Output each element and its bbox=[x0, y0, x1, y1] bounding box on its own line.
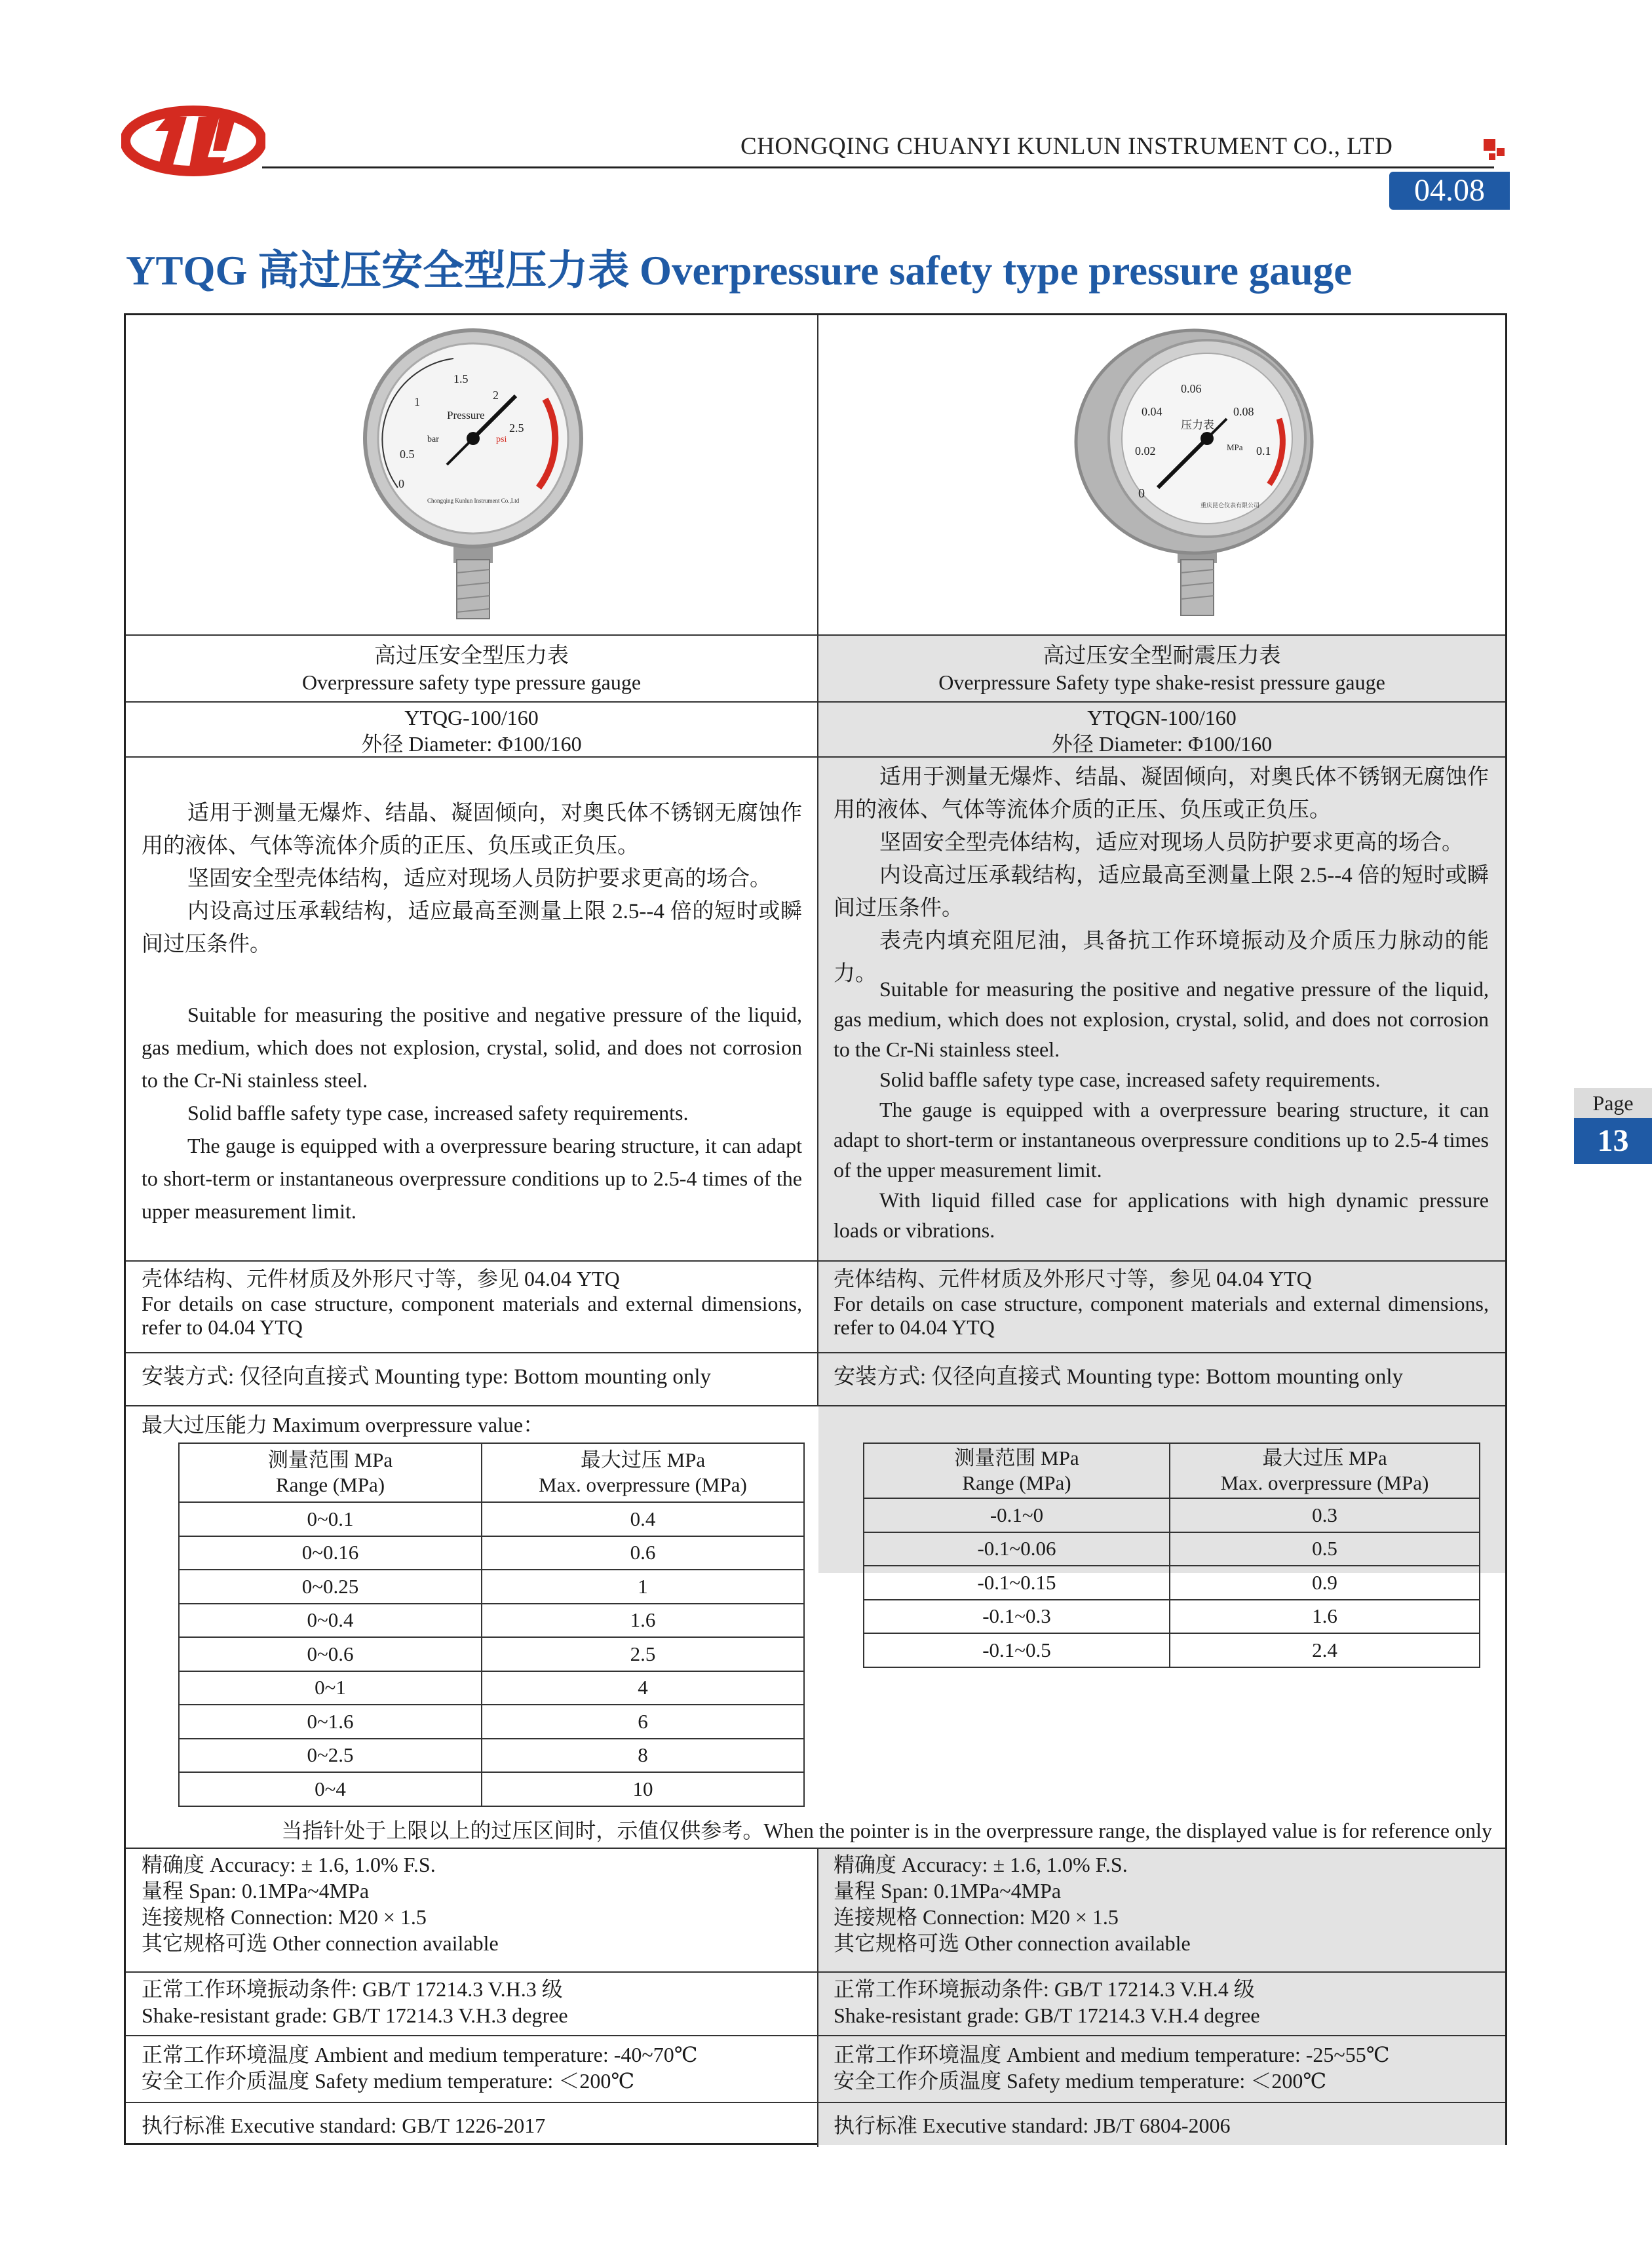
temperature-block bbox=[142, 2042, 802, 2094]
executive-standard: 执行标准 Executive standard: JB/T 6804-2006 bbox=[834, 2114, 1231, 2137]
gauge-unit-label: MPa bbox=[1227, 442, 1243, 452]
product-name-cn: 高过压安全型耐震压力表 bbox=[1043, 644, 1281, 668]
description-paragraph: 适用于测量无爆炸、结晶、凝固倾向，对奥氏体不锈钢无腐蚀作用的液体、气体等流体介质的正压、负压或正负压。 bbox=[834, 765, 1489, 822]
vibration-block bbox=[142, 1976, 802, 2028]
max-header: 最大过压 MPa Max. overpressure (MPa) bbox=[482, 1443, 804, 1502]
max-overpressure-cell: 0.9 bbox=[1170, 1566, 1480, 1600]
gauge-scale-label: 0 bbox=[1138, 486, 1145, 501]
table-row bbox=[864, 1498, 1480, 1532]
range-cell: 0~0.1 bbox=[179, 1502, 482, 1536]
gauge-scale-label: 0 bbox=[398, 477, 404, 490]
description-paragraph: With liquid filled case for applications with high dynamic pressure loads or vibrations. bbox=[834, 1188, 1489, 1242]
table-row bbox=[864, 1566, 1480, 1600]
vibration-line: Shake-resistant grade: GB/T 17214.3 V.H.4 degree bbox=[834, 2004, 1260, 2027]
company-name: CHONGQING CHUANYI KUNLUN INSTRUMENT CO., LTD bbox=[740, 133, 1393, 160]
table-row bbox=[179, 1739, 804, 1773]
table-row bbox=[179, 1705, 804, 1739]
max-overpressure-cell: 10 bbox=[482, 1772, 804, 1806]
page-number: 13 bbox=[1574, 1118, 1652, 1164]
gauge-scale-label: 2 bbox=[493, 389, 499, 402]
range-cell: 0~1 bbox=[179, 1671, 482, 1705]
gauge-scale-label: 0.08 bbox=[1233, 405, 1254, 418]
temperature-block bbox=[834, 2042, 1489, 2094]
max-overpressure-cell: 0.4 bbox=[482, 1502, 804, 1536]
range-cell: 0~0.6 bbox=[179, 1637, 482, 1671]
spec-line: 其它规格可选 Other connection available bbox=[834, 1931, 1191, 1955]
gauge-scale-label: 0.04 bbox=[1142, 405, 1162, 418]
spec-line: 其它规格可选 Other connection available bbox=[142, 1931, 499, 1955]
gauge-scale-label: 0.1 bbox=[1256, 444, 1271, 457]
max-overpressure-cell: 1 bbox=[482, 1570, 804, 1604]
details-cn: 壳体结构、元件材质及外形尺寸等，参见 04.04 YTQ bbox=[142, 1267, 620, 1290]
mounting-type: 安装方式: 仅径向直接式 Mounting type: Bottom mounting only bbox=[142, 1365, 712, 1389]
vibration-line: Shake-resistant grade: GB/T 17214.3 V.H.3 degree bbox=[142, 2004, 568, 2027]
table-row bbox=[179, 1637, 804, 1671]
max-overpressure-cell: 2.4 bbox=[1170, 1633, 1480, 1667]
product-grid bbox=[124, 313, 1507, 2145]
details-cell bbox=[834, 1266, 1489, 1339]
range-cell: 0~0.25 bbox=[179, 1570, 482, 1604]
description-cn bbox=[834, 761, 1489, 990]
decorative-squares-icon bbox=[1480, 139, 1506, 165]
description-paragraph: 表壳内填充阻尼油，具备抗工作环境振动及介质压力脉动的能力。 bbox=[834, 929, 1489, 986]
max-overpressure-cell: 0.3 bbox=[1170, 1498, 1480, 1532]
temperature-line: 正常工作环境温度 Ambient and medium temperature: -25~55℃ bbox=[834, 2043, 1390, 2066]
gauge-maker-text: Chongqing Kunlun Instrument Co.,Ltd bbox=[427, 497, 520, 504]
gauge-maker-text: 重庆昆仑仪表有限公司 bbox=[1201, 502, 1260, 509]
table-row bbox=[179, 1604, 804, 1638]
diameter-spec: 外径 Diameter: Φ100/160 bbox=[1051, 732, 1273, 756]
gauge-scale-label: 0.06 bbox=[1181, 382, 1202, 395]
max-overpressure-cell: 0.5 bbox=[1170, 1532, 1480, 1566]
range-cell: 0~0.16 bbox=[179, 1536, 482, 1570]
max-header: 最大过压 MPa Max. overpressure (MPa) bbox=[1170, 1443, 1480, 1498]
description-paragraph: 内设高过压承载结构，适应最高至测量上限 2.5--4 倍的短时或瞬间过压条件。 bbox=[142, 900, 802, 956]
gauge-scale-label: 1.5 bbox=[453, 372, 469, 385]
model-number: YTQG-100/160 bbox=[404, 706, 539, 729]
spec-line: 精确度 Accuracy: ± 1.6, 1.0% F.S. bbox=[142, 1853, 436, 1876]
description-en bbox=[142, 998, 802, 1228]
description-paragraph: 坚固安全型壳体结构，适应对现场人员防护要求更高的场合。 bbox=[187, 867, 771, 891]
page-tab bbox=[1574, 1088, 1652, 1164]
gauge-dial-label: Pressure bbox=[447, 409, 485, 421]
max-overpressure-cell: 8 bbox=[482, 1739, 804, 1773]
diameter-spec: 外径 Diameter: Φ100/160 bbox=[361, 732, 582, 756]
spec-line: 量程 Span: 0.1MPa~4MPa bbox=[142, 1879, 370, 1903]
range-cell: -0.1~0.15 bbox=[864, 1566, 1170, 1600]
spec-line: 精确度 Accuracy: ± 1.6, 1.0% F.S. bbox=[834, 1853, 1128, 1876]
max-overpressure-cell: 6 bbox=[482, 1705, 804, 1739]
temperature-line: 正常工作环境温度 Ambient and medium temperature: -40~70℃ bbox=[142, 2043, 698, 2066]
shake-resist-gauge-image bbox=[1060, 327, 1328, 625]
spec-block bbox=[142, 1851, 802, 1956]
range-cell: 0~1.6 bbox=[179, 1705, 482, 1739]
gauge-scale-label: 1 bbox=[414, 395, 420, 408]
description-paragraph: The gauge is equipped with a overpressure bearing structure, it can adapt to short-term or instantaneous overpressure conditions up to 2.5-4 times of the upper measurement limit. bbox=[142, 1134, 802, 1223]
pressure-gauge-image bbox=[349, 327, 598, 625]
temperature-line: 安全工作介质温度 Safety medium temperature: ＜200℃ bbox=[834, 2069, 1327, 2093]
model-cell bbox=[818, 705, 1505, 757]
vibration-line: 正常工作环境振动条件: GB/T 17214.3 V.H.4 级 bbox=[834, 1977, 1255, 2001]
product-name-cell bbox=[126, 643, 817, 695]
company-logo bbox=[121, 105, 265, 177]
range-header: 测量范围 MPa Range (MPa) bbox=[864, 1443, 1170, 1498]
overpressure-note: 当指针处于上限以上的过压区间时，示值仅供参考。When the pointer is in the overpressure range, the displayed value is for reference only bbox=[281, 1819, 1492, 1842]
range-cell: 0~0.4 bbox=[179, 1604, 482, 1638]
gauge-dial-label: 压力表 bbox=[1181, 419, 1214, 431]
gauge-scale-label: 0.02 bbox=[1135, 444, 1156, 457]
table-row bbox=[179, 1536, 804, 1570]
mounting-type: 安装方式: 仅径向直接式 Mounting type: Bottom mounting only bbox=[834, 1365, 1404, 1389]
model-cell bbox=[126, 705, 817, 757]
range-cell: -0.1~0 bbox=[864, 1498, 1170, 1532]
overpressure-table-right bbox=[863, 1442, 1480, 1668]
executive-standard: 执行标准 Executive standard: GB/T 1226-2017 bbox=[142, 2114, 546, 2137]
section-code-badge: 04.08 bbox=[1389, 172, 1510, 210]
max-overpressure-cell: 4 bbox=[482, 1671, 804, 1705]
description-paragraph: 坚固安全型壳体结构，适应对现场人员防护要求更高的场合。 bbox=[879, 831, 1463, 855]
description-paragraph: Solid baffle safety type case, increased safety requirements. bbox=[879, 1068, 1381, 1091]
spec-block bbox=[834, 1851, 1489, 1956]
gauge-unit-label: psi bbox=[496, 435, 507, 444]
spec-line: 连接规格 Connection: M20 × 1.5 bbox=[142, 1905, 427, 1929]
page-title: YTQG 高过压安全型压力表 Overpressure safety type pressure gauge bbox=[126, 248, 1353, 294]
details-cell bbox=[142, 1266, 802, 1339]
range-cell: 0~2.5 bbox=[179, 1739, 482, 1773]
range-cell: 0~4 bbox=[179, 1772, 482, 1806]
product-name-en: Overpressure Safety type shake-resist pressure gauge bbox=[938, 670, 1385, 694]
temperature-line: 安全工作介质温度 Safety medium temperature: ＜200℃ bbox=[142, 2069, 635, 2093]
product-name-cell bbox=[818, 643, 1505, 695]
max-overpressure-cell: 2.5 bbox=[482, 1637, 804, 1671]
details-en: For details on case structure, component materials and external dimensions, refer to 04.04 YTQ bbox=[142, 1292, 802, 1339]
overpressure-title: 最大过压能力 Maximum overpressure value： bbox=[142, 1413, 545, 1437]
description-cn bbox=[142, 797, 802, 961]
model-number: YTQGN-100/160 bbox=[1087, 706, 1237, 729]
gauge-scale-label: 2.5 bbox=[509, 421, 524, 435]
table-row bbox=[864, 1600, 1480, 1634]
table-row bbox=[179, 1570, 804, 1604]
table-row bbox=[179, 1502, 804, 1536]
range-header: 测量范围 MPa Range (MPa) bbox=[179, 1443, 482, 1502]
description-paragraph: 适用于测量无爆炸、结晶、凝固倾向，对奥氏体不锈钢无腐蚀作用的液体、气体等流体介质的正压、负压或正负压。 bbox=[142, 802, 802, 858]
product-name-cn: 高过压安全型压力表 bbox=[374, 644, 569, 668]
table-row bbox=[179, 1772, 804, 1806]
description-paragraph: Solid baffle safety type case, increased safety requirements. bbox=[187, 1101, 689, 1125]
gauge-unit-label: bar bbox=[427, 435, 439, 444]
description-paragraph: 内设高过压承载结构，适应最高至测量上限 2.5--4 倍的短时或瞬间过压条件。 bbox=[834, 864, 1489, 920]
table-row bbox=[864, 1633, 1480, 1667]
description-en bbox=[834, 974, 1489, 1245]
header-rule bbox=[262, 166, 1494, 168]
max-overpressure-cell: 1.6 bbox=[482, 1604, 804, 1638]
details-en: For details on case structure, component materials and external dimensions, refer to 04.04 YTQ bbox=[834, 1292, 1489, 1339]
description-paragraph: The gauge is equipped with a overpressure bearing structure, it can adapt to short-term or instantaneous overpressure conditions up to 2.5-4 times of the upper measurement limit. bbox=[834, 1098, 1489, 1182]
range-cell: -0.1~0.3 bbox=[864, 1600, 1170, 1634]
overpressure-table-left bbox=[178, 1442, 805, 1807]
max-overpressure-cell: 1.6 bbox=[1170, 1600, 1480, 1634]
details-cn: 壳体结构、元件材质及外形尺寸等，参见 04.04 YTQ bbox=[834, 1267, 1312, 1290]
gauge-scale-label: 0.5 bbox=[400, 448, 415, 461]
vibration-block bbox=[834, 1976, 1489, 2028]
range-cell: -0.1~0.06 bbox=[864, 1532, 1170, 1566]
max-overpressure-cell: 0.6 bbox=[482, 1536, 804, 1570]
vibration-line: 正常工作环境振动条件: GB/T 17214.3 V.H.3 级 bbox=[142, 1977, 563, 2001]
product-name-en: Overpressure safety type pressure gauge bbox=[301, 670, 642, 694]
page-tab-label: Page bbox=[1574, 1088, 1652, 1118]
spec-line: 连接规格 Connection: M20 × 1.5 bbox=[834, 1905, 1119, 1929]
table-row bbox=[179, 1671, 804, 1705]
description-paragraph: Suitable for measuring the positive and negative pressure of the liquid, gas medium, which does not explosion, crystal, solid, and does not corrosion to the Cr-Ni stainless steel. bbox=[142, 1003, 802, 1092]
spec-line: 量程 Span: 0.1MPa~4MPa bbox=[834, 1879, 1062, 1903]
description-paragraph: Suitable for measuring the positive and negative pressure of the liquid, gas medium, which does not explosion, crystal, solid, and does not corrosion to the Cr-Ni stainless steel. bbox=[834, 977, 1489, 1061]
range-cell: -0.1~0.5 bbox=[864, 1633, 1170, 1667]
table-row bbox=[864, 1532, 1480, 1566]
